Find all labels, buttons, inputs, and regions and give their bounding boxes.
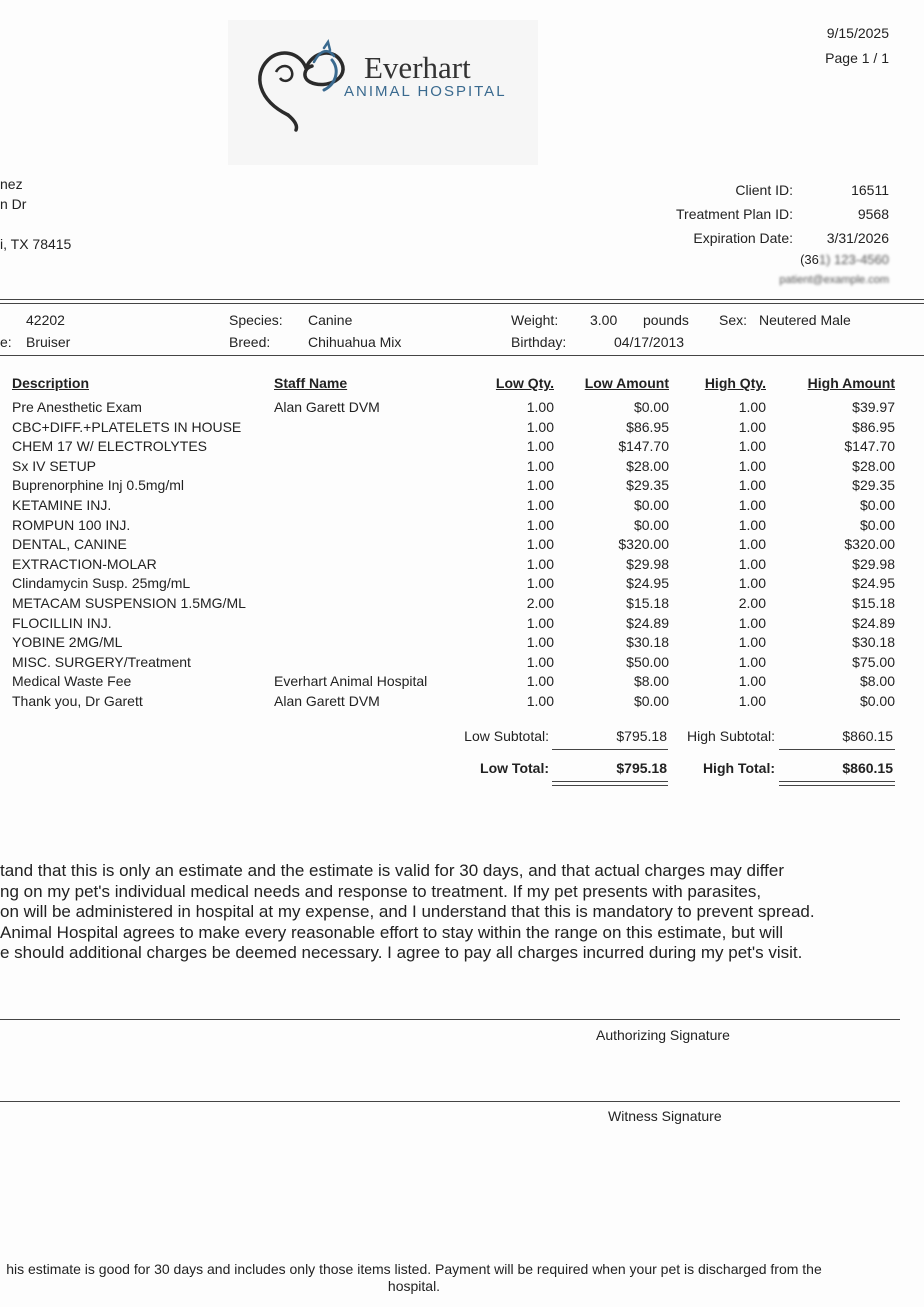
item-low-qty: 1.00 bbox=[526, 477, 554, 494]
item-high-amount: $0.00 bbox=[859, 516, 895, 533]
table-row bbox=[0, 477, 924, 497]
item-high-qty: 1.00 bbox=[738, 438, 766, 455]
low-subtotal-value: $795.18 bbox=[616, 728, 667, 744]
item-description: Clindamycin Susp. 25mg/mL bbox=[12, 575, 191, 592]
high-total-label: High Total: bbox=[702, 760, 775, 776]
witness-signature-label: Witness Signature bbox=[608, 1108, 722, 1124]
client-id-value: 16511 bbox=[851, 182, 889, 198]
item-high-qty: 1.00 bbox=[738, 516, 766, 533]
item-low-amount: $0.00 bbox=[633, 516, 669, 533]
breed-label: Breed: bbox=[229, 334, 271, 350]
item-high-amount: $8.00 bbox=[859, 673, 895, 690]
item-low-amount: $29.98 bbox=[626, 555, 669, 572]
item-high-qty: 1.00 bbox=[738, 477, 766, 494]
col-low-amount: Low Amount bbox=[584, 375, 669, 391]
item-low-qty: 1.00 bbox=[526, 516, 554, 533]
item-high-qty: 1.00 bbox=[738, 693, 766, 709]
species-label: Species: bbox=[229, 312, 283, 328]
item-low-qty: 1.00 bbox=[526, 653, 554, 670]
item-high-qty: 1.00 bbox=[738, 418, 766, 435]
page-number: Page 1 / 1 bbox=[825, 50, 889, 66]
low-subtotal-rule bbox=[552, 749, 668, 750]
patient-top-rule-2 bbox=[0, 303, 924, 304]
item-low-qty: 1.00 bbox=[526, 614, 554, 631]
col-staff: Staff Name bbox=[274, 375, 348, 391]
item-high-amount: $24.95 bbox=[852, 575, 895, 592]
item-high-amount: $24.89 bbox=[852, 614, 895, 631]
sex-label: Sex: bbox=[719, 312, 748, 328]
item-high-qty: 1.00 bbox=[738, 614, 766, 631]
item-high-qty: 1.00 bbox=[738, 653, 766, 670]
item-description: Sx IV SETUP bbox=[12, 457, 97, 474]
species-value: Canine bbox=[308, 312, 353, 328]
item-description: KETAMINE INJ. bbox=[12, 497, 112, 513]
item-high-qty: 1.00 bbox=[738, 673, 766, 690]
table-row bbox=[0, 438, 924, 458]
low-total-value: $795.18 bbox=[616, 760, 667, 776]
item-high-qty: 1.00 bbox=[738, 457, 766, 474]
sex-value: Neutered Male bbox=[759, 312, 851, 328]
table-row bbox=[0, 556, 924, 576]
client-address: n Dr bbox=[0, 196, 27, 212]
item-low-qty: 1.00 bbox=[526, 457, 554, 474]
disclaimer-line: ng on my pet's individual medical needs and response to treatment. If my pet presents with parasites, bbox=[0, 881, 762, 901]
item-low-qty: 1.00 bbox=[526, 693, 554, 709]
item-description: CBC+DIFF.+PLATELETS IN HOUSE bbox=[12, 418, 242, 435]
item-high-amount: $86.95 bbox=[852, 418, 895, 435]
patient-name: Bruiser bbox=[26, 334, 71, 350]
item-low-amount: $24.95 bbox=[626, 575, 669, 592]
col-low-qty: Low Qty. bbox=[495, 375, 554, 391]
disclaimer-line: on will be administered in hospital at my expense, and I understand that this is mandatory to prevent spread. bbox=[0, 902, 815, 921]
item-staff: Alan Garett DVM bbox=[274, 693, 380, 709]
items-header-row bbox=[0, 375, 924, 395]
low-subtotal-label: Low Subtotal: bbox=[464, 728, 549, 744]
item-high-qty: 1.00 bbox=[738, 497, 766, 513]
col-high-amount: High Amount bbox=[807, 375, 895, 391]
item-low-qty: 1.00 bbox=[526, 399, 554, 415]
weight-label: Weight: bbox=[511, 312, 559, 328]
item-low-qty: 1.00 bbox=[526, 673, 554, 690]
phone-redacted: 1) 123-4560 bbox=[818, 252, 889, 267]
table-row bbox=[0, 536, 924, 556]
table-row bbox=[0, 419, 924, 439]
item-low-amount: $15.18 bbox=[626, 595, 669, 611]
table-row bbox=[0, 595, 924, 615]
item-low-amount: $50.00 bbox=[626, 653, 669, 670]
high-total-double-rule-2 bbox=[779, 785, 895, 786]
item-high-amount: $39.97 bbox=[852, 399, 895, 415]
item-low-amount: $8.00 bbox=[633, 673, 669, 690]
expiration-label: Expiration Date: bbox=[693, 230, 793, 246]
item-high-amount: $30.18 bbox=[852, 634, 895, 651]
brand-subtitle: ANIMAL HOSPITAL bbox=[344, 83, 507, 100]
weight-value: 3.00 bbox=[590, 312, 618, 328]
expiration-value: 3/31/2026 bbox=[826, 230, 889, 246]
patient-name-label: e: bbox=[0, 334, 12, 350]
patient-id: 42202 bbox=[26, 312, 65, 328]
item-description: MISC. SURGERY/Treatment bbox=[12, 653, 191, 670]
client-id-label: Client ID: bbox=[735, 182, 793, 198]
table-row bbox=[0, 399, 924, 419]
table-row bbox=[0, 458, 924, 478]
item-high-qty: 2.00 bbox=[738, 595, 766, 611]
item-description: ROMPUN 100 INJ. bbox=[12, 516, 131, 533]
item-description: Thank you, Dr Garett bbox=[12, 693, 143, 709]
item-description: DENTAL, CANINE bbox=[12, 536, 127, 553]
item-low-amount: $30.18 bbox=[626, 634, 669, 651]
disclaimer-line: e should additional charges be deemed necessary. I agree to pay all charges incurred during my pet's visit. bbox=[0, 943, 803, 962]
item-high-qty: 1.00 bbox=[738, 575, 766, 592]
item-description: Medical Waste Fee bbox=[12, 673, 132, 690]
birthday-value: 04/17/2013 bbox=[614, 334, 685, 350]
item-low-amount: $29.35 bbox=[626, 477, 669, 494]
item-low-qty: 1.00 bbox=[526, 438, 554, 455]
col-high-qty: High Qty. bbox=[704, 375, 766, 391]
item-high-amount: $0.00 bbox=[859, 693, 895, 709]
table-row bbox=[0, 615, 924, 635]
high-subtotal-value: $860.15 bbox=[842, 728, 893, 744]
client-email-redacted: patient@example.com bbox=[779, 274, 889, 286]
table-row bbox=[0, 517, 924, 537]
table-row bbox=[0, 575, 924, 595]
patient-top-rule bbox=[0, 299, 924, 300]
item-high-amount: $29.98 bbox=[852, 555, 895, 572]
item-low-qty: 1.00 bbox=[526, 634, 554, 651]
item-high-amount: $320.00 bbox=[844, 536, 895, 553]
item-high-amount: $147.70 bbox=[844, 438, 895, 455]
item-low-amount: $0.00 bbox=[633, 693, 669, 709]
item-staff: Everhart Animal Hospital bbox=[274, 673, 428, 690]
item-high-qty: 1.00 bbox=[738, 399, 766, 415]
item-description: METACAM SUSPENSION 1.5MG/ML bbox=[12, 595, 246, 611]
item-high-amount: $75.00 bbox=[852, 653, 895, 670]
item-low-qty: 1.00 bbox=[526, 555, 554, 572]
print-date: 9/15/2025 bbox=[826, 25, 889, 41]
col-description: Description bbox=[12, 375, 90, 391]
authorizing-signature-label: Authorizing Signature bbox=[596, 1027, 730, 1043]
item-low-amount: $28.00 bbox=[626, 457, 669, 474]
low-total-label: Low Total: bbox=[480, 760, 549, 776]
item-low-qty: 2.00 bbox=[526, 595, 554, 611]
item-description: CHEM 17 W/ ELECTROLYTES bbox=[12, 438, 208, 455]
witness-signature-line bbox=[0, 1101, 900, 1102]
client-phone bbox=[800, 252, 889, 267]
low-total-double-rule-1 bbox=[552, 781, 668, 782]
item-high-qty: 1.00 bbox=[738, 555, 766, 572]
item-low-amount: $147.70 bbox=[618, 438, 669, 455]
footer-note: his estimate is good for 30 days and includes only those items listed. Payment will be required when your pet is discharged from the hospital. bbox=[6, 1261, 822, 1294]
high-total-double-rule-1 bbox=[779, 781, 895, 782]
table-row bbox=[0, 654, 924, 674]
item-low-amount: $24.89 bbox=[626, 614, 669, 631]
weight-unit: pounds bbox=[643, 312, 689, 328]
disclaimer-line: tand that this is only an estimate and the estimate is valid for 30 days, and that actual charges may differ bbox=[0, 861, 785, 880]
table-row bbox=[0, 673, 924, 693]
item-description: YOBINE 2MG/ML bbox=[12, 634, 123, 651]
high-subtotal-label: High Subtotal: bbox=[687, 728, 775, 744]
table-row bbox=[0, 497, 924, 517]
patient-bottom-rule bbox=[0, 355, 924, 356]
item-high-qty: 1.00 bbox=[738, 634, 766, 651]
plan-id-value: 9568 bbox=[857, 206, 889, 222]
high-total-value: $860.15 bbox=[842, 760, 893, 776]
item-low-amount: $0.00 bbox=[633, 497, 669, 513]
plan-id-label: Treatment Plan ID: bbox=[676, 206, 793, 222]
item-high-amount: $0.00 bbox=[859, 497, 895, 513]
table-row bbox=[0, 693, 924, 713]
brand-name: Everhart bbox=[364, 50, 471, 85]
breed-value: Chihuahua Mix bbox=[308, 334, 402, 350]
item-description: EXTRACTION-MOLAR bbox=[12, 555, 157, 572]
high-subtotal-rule bbox=[779, 749, 895, 750]
client-name: nez bbox=[0, 176, 23, 192]
item-high-amount: $29.35 bbox=[852, 477, 895, 494]
item-staff: Alan Garett DVM bbox=[274, 399, 380, 415]
item-low-qty: 1.00 bbox=[526, 575, 554, 592]
item-description: FLOCILLIN INJ. bbox=[12, 614, 112, 631]
item-low-qty: 1.00 bbox=[526, 497, 554, 513]
item-high-amount: $28.00 bbox=[852, 457, 895, 474]
disclaimer-line: Animal Hospital agrees to make every reasonable effort to stay within the range on this estimate, but will bbox=[0, 922, 784, 942]
phone-prefix: (36 bbox=[800, 252, 819, 267]
table-row bbox=[0, 634, 924, 654]
low-total-double-rule-2 bbox=[552, 785, 668, 786]
item-high-amount: $15.18 bbox=[852, 595, 895, 611]
item-description: Pre Anesthetic Exam bbox=[12, 399, 142, 415]
authorizing-signature-line bbox=[0, 1019, 900, 1020]
estimate-disclaimer bbox=[0, 861, 815, 964]
item-low-amount: $320.00 bbox=[618, 536, 669, 553]
client-city: i, TX 78415 bbox=[0, 236, 72, 252]
item-description: Buprenorphine Inj 0.5mg/ml bbox=[12, 477, 184, 494]
item-high-qty: 1.00 bbox=[738, 536, 766, 553]
item-low-amount: $86.95 bbox=[626, 418, 669, 435]
birthday-label: Birthday: bbox=[511, 334, 567, 350]
item-low-qty: 1.00 bbox=[526, 418, 554, 435]
clinic-logo bbox=[228, 20, 538, 165]
item-low-amount: $0.00 bbox=[633, 399, 669, 415]
item-low-qty: 1.00 bbox=[526, 536, 554, 553]
